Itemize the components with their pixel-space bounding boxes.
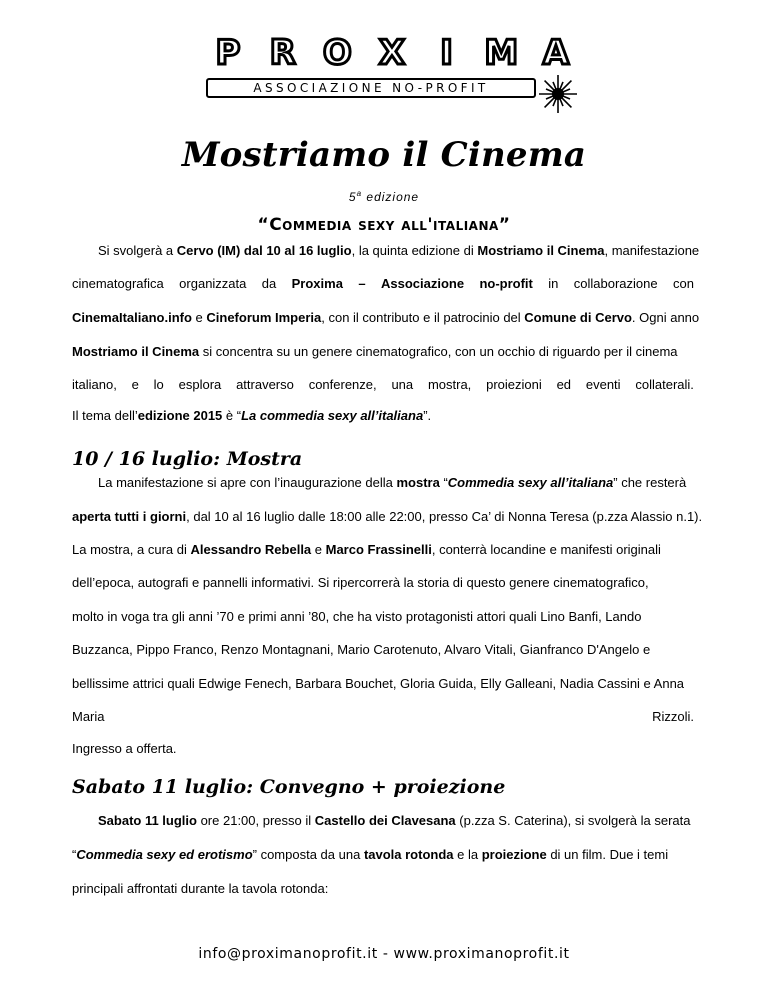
convegno-line-1	[72, 814, 694, 828]
text-run: edizione 2015	[137, 408, 223, 423]
text-run: , con il contributo e il patrocinio del	[321, 310, 525, 325]
text-run: ” che resterà	[613, 475, 687, 490]
text-run: Alessandro Rebella	[190, 542, 312, 557]
text-run: . Ogni anno	[631, 310, 700, 325]
logo-letter: I	[440, 33, 453, 73]
page-title: Mostriamo il Cinema	[181, 135, 587, 175]
mostra-line-4: dell’epoca, autografi e pannelli informativi. Si ripercorrerà la storia di questo genere cinematografico,	[72, 575, 649, 590]
word: mostra,	[427, 377, 472, 392]
word: in	[548, 276, 559, 291]
mostra-line-8-right: Rizzoli.	[652, 709, 694, 724]
word: ed	[556, 377, 572, 392]
edition-number: 5	[348, 190, 357, 204]
text-run: si concentra su un genere cinematografico, con un occhio di riguardo per il cinema	[199, 344, 678, 359]
text-run: , dal 10 al 16 luglio dalle 18:00 alle 22:00, presso Ca’ di Nonna Teresa (p.zza Alassio n.1).	[186, 509, 703, 524]
edition-word: edizione	[366, 190, 420, 204]
text-run: , manifestazione	[604, 243, 700, 258]
text-run: , la quinta edizione di	[351, 243, 478, 258]
word: Associazione	[380, 276, 465, 291]
text-run: La manifestazione si apre con l’inaugurazione della	[98, 475, 397, 490]
mostra-line-8-left: Maria	[72, 709, 105, 724]
word: cinematografica	[72, 276, 164, 291]
text-run: mostra	[396, 475, 440, 490]
text-run: “	[72, 847, 77, 862]
word: collaterali.	[635, 377, 694, 392]
text-run: Castello dei Clavesana	[314, 813, 456, 828]
section-heading-mostra: 10 / 16 luglio: Mostra	[72, 448, 303, 470]
text-run: “	[439, 475, 448, 490]
word: lo	[153, 377, 164, 392]
text-run: e	[311, 542, 326, 557]
text-run: (p.zza S. Caterina), si svolgerà la serata	[455, 813, 691, 828]
text-run: Cineforum Imperia	[206, 310, 322, 325]
word: Proxima	[291, 276, 343, 291]
word: esplora	[178, 377, 222, 392]
text-run: tavola rotonda	[363, 847, 454, 862]
text-run: Commedia sexy ed erotismo	[76, 847, 253, 862]
text-run: Il tema dell’	[72, 408, 138, 423]
text-run: e	[191, 310, 207, 325]
text-run: Commedia sexy all’italiana	[447, 475, 614, 490]
text-run: La mostra, a cura di	[72, 542, 191, 557]
edition-superscript: a	[356, 189, 363, 198]
word: italiano,	[72, 377, 117, 392]
mostra-line-5: molto in voga tra gli anni ’70 e primi anni ’80, che ha visto protagonisti attori quali Lino Banfi, Lando	[72, 609, 642, 624]
text-run: Mostriamo il Cinema	[477, 243, 605, 258]
event-subtitle: “Commedia sexy all'italiana”	[257, 215, 511, 235]
text-run: aperta tutti i giorni	[72, 509, 187, 524]
text-run: Mostriamo il Cinema	[72, 344, 200, 359]
word: una	[391, 377, 414, 392]
section-heading-convegno: Sabato 11 luglio: Convegno + proiezione	[72, 776, 506, 798]
text-run: Si svolgerà a	[98, 243, 177, 258]
text-run: di un film. Due i temi	[546, 847, 669, 862]
text-run: ”.	[423, 408, 432, 423]
text-run: , conterrà locandine e manifesti originali	[431, 542, 661, 557]
logo-letter: X	[378, 33, 406, 73]
word: organizzata	[179, 276, 247, 291]
word: proiezioni	[486, 377, 542, 392]
convegno-line-3: principali affrontati durante la tavola rotonda:	[72, 881, 329, 896]
word: collaborazione	[573, 276, 658, 291]
word: attraverso	[236, 377, 294, 392]
logo-letter: R	[269, 33, 296, 73]
word: conferenze,	[308, 377, 377, 392]
logo-letter: O	[322, 33, 352, 73]
mostra-line-9: Ingresso a offerta.	[72, 741, 177, 756]
convegno-line-2	[72, 848, 694, 862]
word: con	[673, 276, 694, 291]
word: eventi	[585, 377, 621, 392]
logo-letter: M	[484, 33, 519, 73]
logo-letter: P	[215, 33, 241, 73]
footer-contacts: info@proximanoprofit.it - www.proximanoprofit.it	[198, 946, 570, 962]
logo-letter: A	[542, 33, 570, 73]
text-run: è “	[222, 408, 242, 423]
text-run: CinemaItaliano.info	[72, 310, 192, 325]
mostra-line-7: bellissime attrici quali Edwige Fenech, Barbara Bouchet, Gloria Guida, Elly Galleani, Nadia Cassini e Anna	[72, 676, 685, 691]
text-run: ore 21:00, presso il	[196, 813, 315, 828]
text-run: Cervo (IM) dal 10 al 16 luglio	[176, 243, 352, 258]
text-run: Sabato 11 luglio	[98, 813, 197, 828]
logo-subtitle: ASSOCIAZIONE NO-PROFIT	[206, 78, 536, 98]
text-run: e la	[453, 847, 482, 862]
word: e	[131, 377, 139, 392]
word: –	[358, 276, 366, 291]
word: da	[261, 276, 277, 291]
word: no-profit	[479, 276, 533, 291]
text-run: ” composta da una	[252, 847, 364, 862]
text-run: Comune di Cervo	[524, 310, 632, 325]
text-run: La commedia sexy all’italiana	[241, 408, 424, 423]
text-run: Marco Frassinelli	[325, 542, 432, 557]
mostra-line-6: Buzzanca, Pippo Franco, Renzo Montagnani, Mario Carotenuto, Alvaro Vitali, Gianfranco D'Angelo e	[72, 642, 651, 657]
text-run: proiezione	[481, 847, 547, 862]
